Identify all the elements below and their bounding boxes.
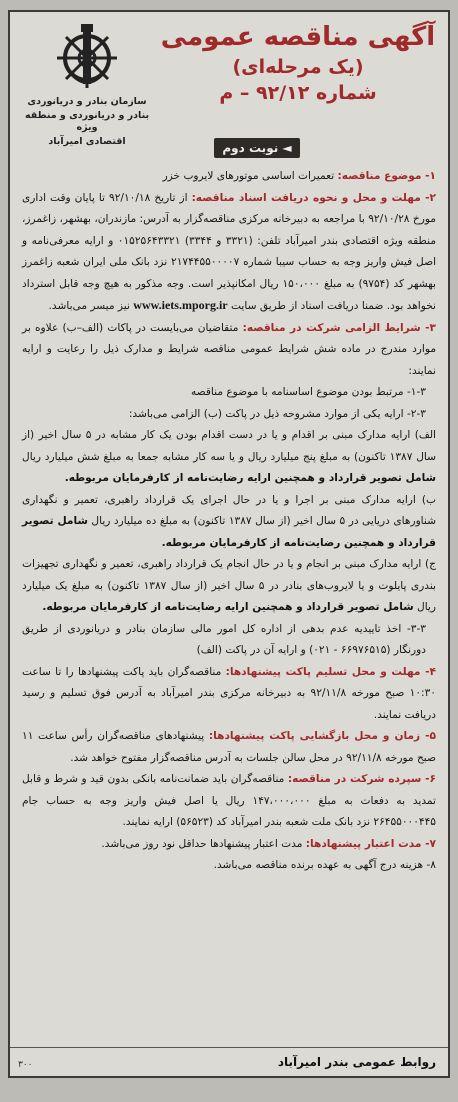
org-name-line-3: اقتصادی امیرآباد — [48, 136, 126, 147]
section-6 — [22, 769, 436, 834]
organization-logo — [22, 22, 152, 148]
notice-number: شماره ۹۲/۱۲ – م — [219, 82, 377, 104]
section-4-text: مناقصه‌گران باید پاکت پیشنهادها را تا ساعت ۱۰:۳۰ صبح مورخه ۹۲/۱۱/۸ به دبیرخانه مرکزی بندر امیرآباد به آدرس فوق تسلیم و رسید دریافت نمایند. — [22, 665, 437, 721]
section-5 — [22, 726, 436, 769]
round-badge: ◄ نوبت دوم — [214, 138, 300, 158]
section-3-text: متقاضیان می‌بایست در پاکات (الف–ب) علاوه بر موارد مندرج در ماده شش شرایط عمومی مناقصه شرایط و مدارک ذیل را رعایت و ارایه نمایند: — [22, 321, 436, 377]
section-1-label: ۱- موضوع مناقصه: — [337, 170, 436, 182]
section-2-label: ۲- مهلت و محل و نحوه دریافت اسناد مناقصه: — [191, 191, 436, 204]
tender-website-link[interactable]: www.iets.mporg.ir — [133, 298, 228, 312]
org-name-line-1: سازمان بنادر و دریانوردی — [27, 96, 147, 107]
notice-subtitle: (یک مرحله‌ای) — [232, 56, 364, 78]
section-3-a-bold: شامل تصویر قرارداد و همچنین ارایه رضایت‌نامه از کارفرمایان مربوطه. — [64, 472, 436, 484]
section-8: ۸- هزینه درج آگهی به عهده برنده مناقصه می‌باشد. — [213, 859, 436, 871]
notice-header — [10, 12, 448, 162]
section-2-tail: نیز میسر می‌باشد. — [48, 300, 130, 312]
anchor-wheel-icon — [52, 22, 122, 94]
section-1-text: تعمیرات اساسی موتورهای لایروب خزر — [162, 170, 335, 182]
section-3-b-text: ب) ارایه مدارک مبنی بر اجرا و یا در حال اجرای یک قرارداد راهبری، تعمیر و نگهداری شناورهای دریایی در ۵ سال اخیر (از سال ۱۳۸۷ تاکنون) به مبلغ ده میلیارد ریال — [22, 493, 436, 527]
section-3-c-text: ج) ارایه مدارک مبنی بر انجام و یا در حال انجام یک قرارداد راهبری، تعمیر و نگهداری تجهیزات بندری پایلوت و یا لایروب‌های بنادر در ۵ سال اخیر (از سال ۱۳۸۷ تاکنون) به مبلغ یک میلیارد ریال — [22, 558, 436, 613]
section-3-c — [22, 554, 436, 619]
section-3-3: ۳-۳- اخذ تاییدیه عدم بدهی از اداره کل امور مالی سازمان بنادر و دریانوردی از طریق دورنگار (۶۶۹۷۶۵۱۵ - ۰۲۱) و ارایه آن در پاکت (الف) — [22, 622, 426, 656]
tender-notice — [8, 10, 450, 1078]
section-3-1: ۱-۳- مرتبط بودن موضوع اساسنامه با موضوع مناقصه — [190, 386, 426, 398]
section-6-label: ۶- سپرده شرکت در مناقصه: — [287, 773, 436, 785]
section-5-label: ۵- زمان و محل بازگشایی پاکت پیشنهادها: — [208, 730, 436, 742]
section-5-text: پیشنهادهای مناقصه‌گران رأس ساعت ۱۱ صبح مورخه ۹۲/۱۱/۸ در محل سالن جلسات به آدرس مناقصه‌گزار مفتوح خواهد شد. — [22, 730, 436, 764]
notice-footer — [10, 1047, 448, 1076]
section-3 — [22, 318, 436, 383]
section-2-text: از تاریخ ۹۲/۱۰/۱۸ تا پایان وقت اداری مورخ ۹۲/۱۰/۲۸ با مراجعه به دبیرخانه مرکزی مناقصه‌گزار به آدرس: مازندران، بهشهر، زاغمرز، منطقه ویژه اقتصادی بندر امیرآباد تلفن: (۳۳۲۱ و ۳۳۴۴) ۰۱۵۲۵۶۴۳۳۲۱ و ارایه معرفی‌نامه و اصل فیش واریز وجه به حساب سیبا شماره ۲۱۷۴۴۵۵۰۰۰۰۷ نزد بانک ملی ایران شعبه زاغمرز بهشهر کد (۹۷۵۴) به مبلغ ۱۵۰،۰۰۰ ریال امکانپذیر است. وجه مذکور به هیچ وجه قابل استرداد نخواهد بود. ضمنا دریافت اسناد از طریق سایت — [22, 191, 437, 312]
page-mark: ۳۰۰ — [18, 1060, 33, 1070]
section-3-a-text: الف) ارایه مدارک مبنی بر اقدام و یا در دست اقدام بودن یک کار مشابه در ۵ سال اخیر (از سال ۱۳۸۷ تاکنون) به مبلغ پنج میلیارد ریال و یا سه کار مشابه جمعا به مبلغ شش میلیارد ریال — [22, 429, 436, 463]
org-name-line-2: بنادر و دریانوردی و منطقه ویژه — [24, 110, 150, 133]
section-3-label: ۳- شرایط الزامی شرکت در مناقصه: — [242, 321, 437, 334]
section-3-2: ۲-۳- ارایه یکی از موارد مشروحه ذیل در پاکت (ب) الزامی می‌باشد: — [128, 407, 426, 420]
section-7-label: ۷- مدت اعتبار پیشنهادها: — [305, 837, 436, 850]
section-3-b — [22, 490, 436, 555]
section-7-text: مدت اعتبار پیشنهادها حداقل نود روز می‌باشد. — [101, 837, 303, 850]
footer-signature: روابط عمومی بندر امیرآباد — [277, 1055, 436, 1069]
section-6-text: مناقصه‌گران باید ضمانت‌نامه بانکی بدون قید و شرط و قابل تمدید به دفعات به مبلغ ۱۴۷،۰۰۰،۰۰۰ ریال یا اصل فیش واریز وجه به حساب جام ۲۶۴۵۵۰۰۰۴۴۵ نزد بانک ملت شعبه بندر امیرآباد کد (۵۶۵۲۳) ارایه نمایند. — [22, 773, 436, 828]
section-3-c-bold: شامل تصویر قرارداد و همچنین ارایه رضایت‌نامه از کارفرمایان مربوطه. — [42, 601, 414, 613]
section-3-b-bold: شامل تصویر قرارداد و همچنین رضایت‌نامه از کارفرمایان مربوطه. — [22, 515, 436, 549]
section-4-label: ۴- مهلت و محل تسلیم پاکت پیشنهادها: — [225, 665, 436, 678]
section-7 — [22, 834, 436, 856]
notice-body — [10, 162, 448, 877]
section-2 — [22, 188, 436, 318]
section-4 — [22, 662, 436, 727]
notice-title: آگهی مناقصه عمومی — [160, 22, 436, 52]
section-1 — [22, 166, 436, 188]
section-3-a — [22, 425, 436, 490]
title-block — [158, 20, 438, 106]
